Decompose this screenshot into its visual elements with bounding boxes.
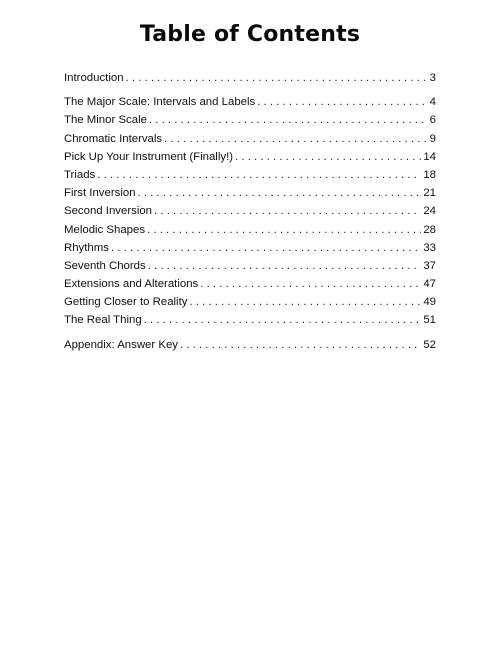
- dot-leader: [138, 184, 422, 202]
- toc-entry-page: 6: [429, 114, 436, 127]
- toc-entry-label: Melodic Shapes: [64, 223, 146, 236]
- toc-entry-page: 28: [423, 223, 436, 236]
- toc-entry-rhythms[interactable]: [64, 239, 436, 257]
- toc-entry-pick-up-instrument[interactable]: [64, 148, 436, 166]
- dot-leader: [257, 93, 427, 111]
- toc-entry-page: 52: [423, 338, 436, 351]
- toc-entry-melodic-shapes[interactable]: [64, 221, 436, 239]
- toc-entry-page: 3: [429, 72, 436, 84]
- dot-leader: [111, 239, 421, 257]
- toc-entry-seventh-chords[interactable]: [64, 257, 436, 275]
- toc-entry-page: 51: [423, 314, 436, 327]
- toc-entry-page: 4: [429, 96, 436, 109]
- page-title: Table of Contents: [139, 22, 361, 47]
- toc-entry-page: 37: [423, 259, 436, 272]
- toc-entry-label: First Inversion: [64, 187, 136, 200]
- toc-entry-label: Getting Closer to Reality: [64, 296, 188, 309]
- dot-leader: [148, 257, 422, 275]
- dot-leader: [97, 166, 421, 184]
- dot-leader: [144, 311, 422, 329]
- dot-leader: [164, 130, 428, 148]
- toc-entry-minor-scale[interactable]: [64, 111, 436, 129]
- toc-entry-label: Extensions and Alterations: [64, 278, 199, 291]
- toc-entry-getting-closer[interactable]: [64, 293, 436, 311]
- toc-entry-label: The Real Thing: [64, 314, 142, 327]
- toc-entry-label: Pick Up Your Instrument (Finally!): [64, 150, 234, 163]
- toc-entry-label: Appendix: Answer Key: [64, 338, 178, 351]
- toc-entry-introduction[interactable]: [64, 69, 436, 87]
- toc-entry-page: 49: [423, 296, 436, 309]
- toc-entry-label: Seventh Chords: [64, 259, 146, 272]
- dot-leader: [149, 111, 428, 129]
- toc-entry-label: Second Inversion: [64, 205, 153, 218]
- dot-leader: [147, 221, 421, 239]
- toc-entry-second-inversion[interactable]: [64, 202, 436, 220]
- toc-entry-page: 24: [423, 205, 436, 218]
- toc-entry-page: 47: [423, 278, 436, 291]
- toc-entry-real-thing[interactable]: [64, 311, 436, 329]
- toc-entry-label: Triads: [64, 168, 96, 181]
- dot-leader: [189, 293, 421, 311]
- toc-entry-label: The Minor Scale: [64, 114, 147, 127]
- toc-entry-extensions-alterations[interactable]: [64, 275, 436, 293]
- toc-entry-label: The Major Scale: Intervals and Labels: [64, 96, 256, 109]
- dot-leader: [154, 202, 421, 220]
- dot-leader: [180, 336, 421, 354]
- toc-entry-triads[interactable]: [64, 166, 436, 184]
- dot-leader: [126, 69, 428, 87]
- dot-leader: [235, 148, 421, 166]
- toc-entry-first-inversion[interactable]: [64, 184, 436, 202]
- toc-entry-page: 9: [429, 132, 436, 145]
- toc-entry-label: Chromatic Intervals: [64, 132, 163, 145]
- toc-entry-page: 33: [423, 241, 436, 254]
- toc-entry-appendix[interactable]: [64, 336, 436, 354]
- toc-entry-label: Rhythms: [64, 241, 109, 254]
- toc-entry-chromatic-intervals[interactable]: [64, 130, 436, 148]
- toc-entry-page: 21: [423, 187, 436, 200]
- toc-entry-label: Introduction: [64, 72, 124, 84]
- toc-entry-major-scale[interactable]: [64, 93, 436, 111]
- dot-leader: [200, 275, 421, 293]
- toc-entry-page: 18: [423, 168, 436, 181]
- toc-list: [64, 69, 436, 354]
- toc-entry-page: 14: [423, 150, 436, 163]
